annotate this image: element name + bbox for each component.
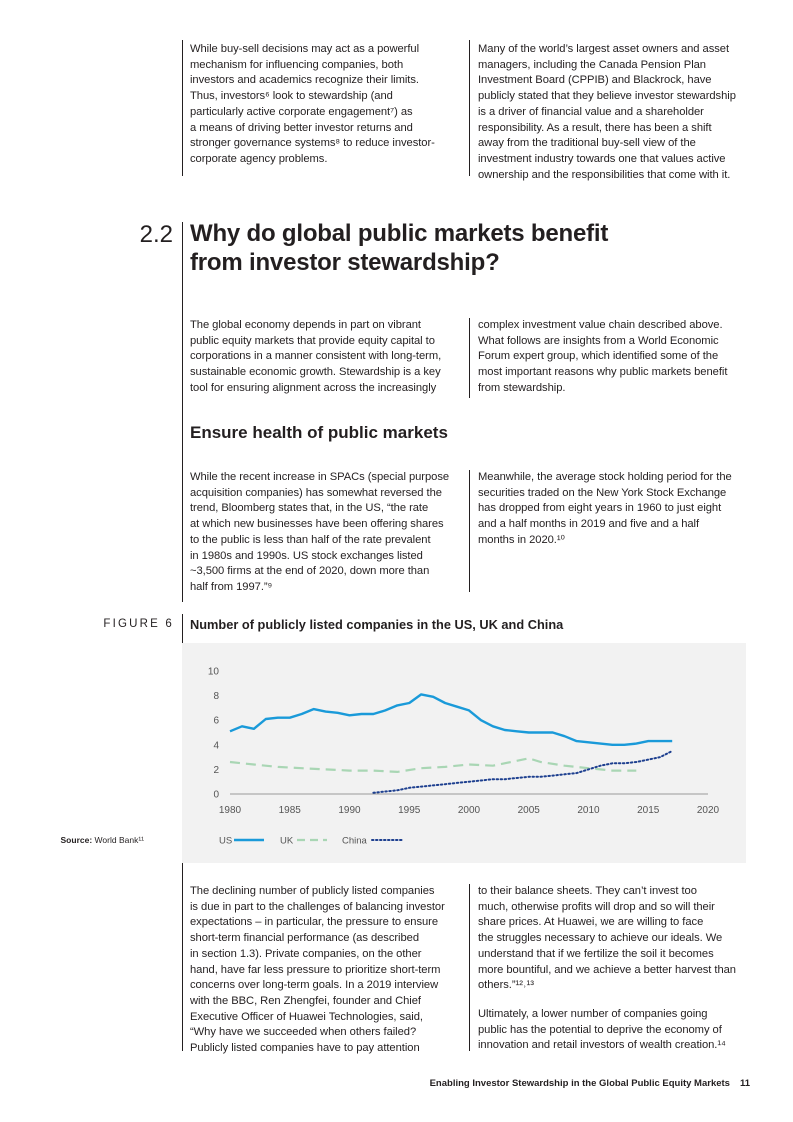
x-tick-label: 2005	[517, 805, 540, 816]
text-line: Ultimately, a lower number of companies going	[478, 1008, 708, 1020]
text-line: share prices. At Huawei, we are willing to face	[478, 916, 704, 929]
text-line: mechanism for influencing companies, both	[190, 58, 404, 71]
text-line: months in 2020.¹⁰	[478, 533, 565, 546]
text-line: a means of driving better investor returns and	[190, 121, 413, 134]
text-line: at which new businesses have been offering shares	[190, 518, 444, 531]
text-line: concerns over long-term goals. In a 2019 interview	[190, 979, 439, 992]
text-line: and a half months in 2019 and five and a half	[478, 518, 700, 531]
bottom-left-paragraph	[190, 884, 465, 1057]
text-line: “Why have we succeeded when others failed?	[190, 1026, 417, 1039]
text-line: Executive Officer of Huawei Technologies, said,	[190, 1010, 423, 1023]
x-tick-label: 1990	[338, 805, 361, 816]
figure-title: Number of publicly listed companies in the US, UK and China	[190, 617, 564, 632]
x-tick-label: 2020	[696, 805, 720, 816]
text-line: to their balance sheets. They can’t invest too	[478, 885, 697, 897]
china-series-line	[373, 751, 672, 793]
text-line: Forum expert group, which identified some of the	[478, 350, 719, 363]
text-line: has dropped from eight years in 1960 to just eight	[478, 502, 722, 515]
text-line: most important reasons why public markets benefit	[478, 366, 728, 379]
y-tick-label: 8	[213, 691, 219, 703]
top-right-rule	[469, 40, 470, 176]
text-line: The global economy depends in part on vibrant	[190, 319, 421, 331]
text-line: in 1980s and 1990s. US stock exchanges listed	[190, 549, 423, 562]
section-number: 2.2	[139, 221, 173, 248]
text-line: Publicly listed companies have to pay attention	[190, 1042, 420, 1055]
text-line: from stewardship.	[478, 381, 566, 394]
bottom-left-rule	[182, 863, 183, 1051]
text-line: ~3,500 firms at the end of 2020, down more than	[190, 565, 430, 578]
text-line: corporate agency problems.	[190, 152, 328, 165]
section-rule	[182, 222, 183, 602]
text-line: stronger governance systems⁸ to reduce investor-	[190, 137, 435, 150]
legend-label-china: China	[342, 835, 367, 847]
section-title	[190, 219, 640, 277]
subheading: Ensure health of public markets	[190, 423, 448, 442]
uk-series-line	[230, 758, 636, 772]
text-line: short-term financial performance (as described	[190, 932, 420, 945]
text-line: acquisition companies) has somewhat reversed the	[190, 486, 442, 499]
section-title-line-1: Why do global public markets benefit	[190, 220, 609, 247]
bottom-right-paragraph-1	[478, 884, 758, 994]
text-line: corporations in a manner consistent with long-term,	[190, 350, 442, 363]
x-tick-label: 1985	[278, 805, 301, 816]
text-line: investors and academics recognize their limits.	[190, 74, 419, 87]
intro-mid-rule	[469, 318, 470, 398]
text-line: Investment Board (CPPIB) and Blackrock, have	[478, 74, 712, 87]
text-line: investment industry towards one that values active	[478, 152, 726, 165]
text-line: While buy-sell decisions may act as a powerful	[190, 43, 420, 55]
figure-source	[20, 835, 144, 845]
health-left-paragraph	[190, 470, 465, 596]
x-tick-label: 1995	[398, 805, 421, 816]
top-left-paragraph	[190, 42, 460, 168]
x-tick-label: 2000	[457, 805, 481, 816]
y-tick-label: 4	[213, 740, 219, 752]
intro-left-paragraph	[190, 318, 462, 397]
text-line: with the BBC, Ren Zhengfei, founder and Chief	[190, 994, 421, 1007]
source-text: World Bank¹¹	[94, 835, 144, 845]
y-tick-label: 2	[213, 764, 219, 776]
text-line: understand that if we fertilize the soil it becomes	[478, 947, 714, 960]
text-line: is due in part to the challenges of balancing investor	[190, 900, 445, 913]
text-line: The declining number of publicly listed companies	[190, 885, 435, 897]
x-tick-label: 2010	[577, 805, 600, 816]
y-tick-label: 0	[213, 789, 219, 801]
health-mid-rule	[469, 470, 470, 592]
page-footer	[330, 1078, 750, 1089]
figure-label: FIGURE 6	[103, 618, 174, 630]
text-line: away from the traditional buy-sell view of the	[478, 137, 696, 150]
legend-label-uk: UK	[280, 835, 294, 847]
text-line: hand, have far less pressure to prioritize short-term	[190, 963, 441, 976]
source-label: Source:	[60, 835, 93, 845]
text-line: Thus, investors⁶ look to stewardship (and	[190, 90, 393, 103]
bottom-mid-rule	[469, 884, 470, 1051]
top-left-rule	[182, 40, 183, 176]
text-line: managers, including the Canada Pension Plan	[478, 58, 706, 71]
text-line: securities traded on the New York Stock Exchange	[478, 486, 727, 499]
text-line: responsibility. As a result, there has been a shift	[478, 121, 712, 134]
text-line: is a driver of financial value and a shareholder	[478, 105, 704, 118]
text-line: particularly active corporate engagement⁷) as	[190, 105, 413, 118]
intro-right-paragraph	[478, 318, 758, 397]
chart-panel	[182, 643, 746, 863]
text-line: half from 1997.”⁹	[190, 580, 273, 593]
page-number: 11	[739, 1078, 750, 1089]
text-line: more bountiful, and we achieve a better harvest than	[478, 963, 736, 976]
bottom-right-paragraph-2	[478, 1007, 758, 1054]
text-line: ownership and the responsibilities that come with it.	[478, 168, 731, 181]
y-tick-label: 6	[213, 715, 219, 727]
text-line: complex investment value chain described above.	[478, 319, 723, 331]
x-tick-label: 2015	[637, 805, 660, 816]
text-line: publicly stated that they believe investor stewardship	[478, 90, 736, 103]
text-line: trend, Bloomberg states that, in the US, “the rate	[190, 502, 429, 515]
legend-label-us: US	[219, 835, 233, 847]
text-line: others.”¹²˒¹³	[478, 979, 534, 992]
text-line: While the recent increase in SPACs (special purpose	[190, 471, 450, 483]
text-line: much, otherwise profits will drop and so will their	[478, 900, 715, 913]
line-chart	[182, 643, 746, 863]
text-line: public has the potential to deprive the economy of	[478, 1023, 722, 1036]
health-right-paragraph	[478, 470, 758, 549]
text-line: in section 1.3). Private companies, on the other	[190, 947, 422, 960]
text-line: innovation and retail investors of wealth creation.¹⁴	[478, 1039, 726, 1052]
text-line: Many of the world’s largest asset owners and asset	[478, 43, 730, 55]
text-line: sustainable economic growth. Stewardship is a key	[190, 366, 441, 379]
x-tick-label: 1980	[218, 805, 242, 816]
footer-title: Enabling Investor Stewardship in the Global Public Equity Markets	[429, 1078, 730, 1089]
us-series-line	[230, 694, 672, 744]
text-line: public equity markets that provide equity capital to	[190, 334, 435, 347]
y-tick-label: 10	[207, 666, 219, 678]
text-line: to the public is less than half of the rate prevalent	[190, 533, 431, 546]
text-line: Meanwhile, the average stock holding period for the	[478, 471, 732, 483]
text-line: the struggles necessary to achieve our ideals. We	[478, 932, 723, 945]
text-line: expectations – in particular, the pressure to ensure	[190, 916, 439, 929]
figure-rule	[182, 614, 183, 644]
section-title-line-2: from investor stewardship?	[190, 249, 500, 276]
top-right-paragraph	[478, 42, 758, 183]
text-line: What follows are insights from a World Economic	[478, 334, 719, 347]
text-line: tool for ensuring alignment across the increasingly	[190, 381, 437, 394]
